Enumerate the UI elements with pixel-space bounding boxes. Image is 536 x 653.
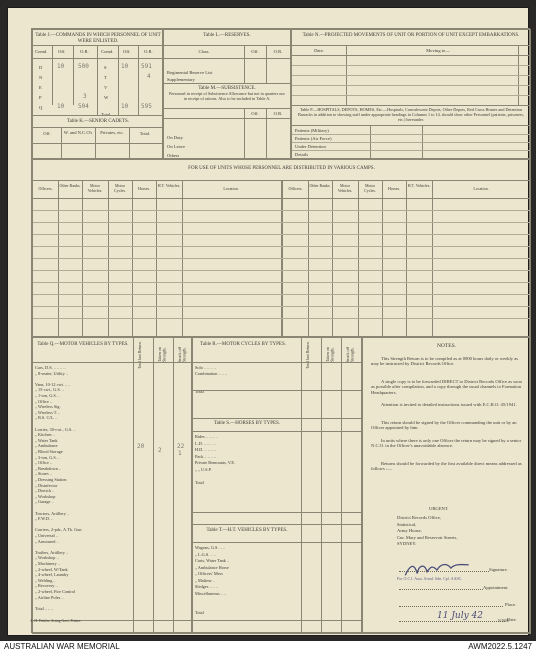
camps-head-or2: Other Ranks. bbox=[309, 183, 331, 188]
list-item: Carts, Water Tank .. bbox=[195, 558, 230, 563]
table-j-total: Total bbox=[101, 112, 111, 117]
notes-title: NOTES. bbox=[436, 343, 457, 349]
j-row5-comd: Q bbox=[39, 105, 43, 110]
j-row4-or: 3 bbox=[83, 93, 87, 100]
table-j-head-comd2: Comd. bbox=[101, 49, 114, 54]
table-n-title: Table N.—PROJECTED MOVEMENTS OF UNIT OR PORTION OF UNIT EXCEPT EMBARKATIONS. bbox=[302, 33, 520, 38]
camps-head-location: Location. bbox=[223, 186, 239, 191]
list-item: „ Officers' Mess bbox=[195, 571, 223, 576]
j-rrow3-comd: V bbox=[104, 85, 108, 90]
table-q bbox=[32, 337, 192, 634]
list-item: „ Garage .. bbox=[35, 499, 54, 505]
list-item: Sledges .. .. .. bbox=[195, 584, 219, 589]
table-t-title: Table T.—H.T. VEHICLES BY TYPES. bbox=[206, 528, 288, 533]
m-row-duty: On Duty bbox=[167, 135, 183, 140]
j-rrow5-or: 595 bbox=[141, 103, 152, 110]
note-paragraph: This Strength Return is to be compiled as at 0800 hours daily or weekly as may be instructed by District Records Office. bbox=[371, 356, 519, 367]
notes-urgent: URGENT. bbox=[429, 506, 449, 511]
list-item: „ Wireless Sig. bbox=[35, 404, 61, 410]
j-row5-off: 10 bbox=[57, 103, 65, 110]
r-head-taken: Taken on Strength. bbox=[325, 347, 335, 363]
j-rrow4-comd: W bbox=[104, 95, 109, 100]
list-item: „ Workshop .. bbox=[35, 555, 59, 561]
camps-title: FOR USE OF UNITS WHOSE PERSONNEL ARE DISTRIBUTED IN VARIOUS CAMPS. bbox=[188, 166, 375, 171]
list-item: „ Ambulance Horse bbox=[195, 564, 229, 570]
note-paragraph: Returns should be forwarded by the first available direct means addressed as follows :— bbox=[371, 461, 522, 472]
table-n-p bbox=[291, 29, 531, 159]
camps-head-officers2: Officers. bbox=[288, 186, 303, 191]
list-item: „ F.W.D. .. bbox=[35, 516, 54, 522]
list-item: Rides .. .. .. .. bbox=[195, 434, 218, 439]
list-item: „ Dressing Station bbox=[35, 477, 67, 482]
list-item: „ Workshop bbox=[35, 493, 56, 499]
note-paragraph: In units where there is only one Officer the return may be signed by a senior N.C.O. in the Officer's unavoidable absence. bbox=[371, 438, 522, 449]
q-head-last: Total last Return. bbox=[137, 341, 142, 369]
list-item: „ Universal .. bbox=[35, 533, 58, 538]
p-row-detention: Under Detention bbox=[295, 144, 326, 149]
k-head-total: Total. bbox=[139, 131, 151, 136]
table-r-title: Table R.—MOTOR CYCLES BY TYPES. bbox=[200, 342, 286, 347]
r-head-struck: Struck off Strength. bbox=[345, 346, 355, 364]
list-item: „ 1-ton, G.S. .. bbox=[35, 393, 61, 398]
l-head-off: Off. bbox=[251, 49, 259, 54]
table-j-head-off2: Off. bbox=[123, 49, 131, 54]
j-row2-comd: N bbox=[39, 75, 43, 80]
list-item: „ Disinfector bbox=[35, 482, 58, 488]
list-item: „ 3-ton, G.S. .. bbox=[35, 454, 61, 460]
table-j-title: Table J.—COMMANDS IN WHICH PERSONNEL OF UNIT WERE ENLISTED. bbox=[35, 33, 161, 44]
date-label: Date. bbox=[507, 617, 517, 622]
list-item: „ 15-cwt., G.S. .. bbox=[35, 387, 64, 393]
camps-head-mc: Motor Cycles. bbox=[114, 183, 126, 193]
k-head-pri: Privates, etc. bbox=[100, 130, 124, 135]
list-item: Carriers, 2-pdr., A.Tk. Gun bbox=[35, 527, 82, 533]
table-p-title: Table P.—HOSPITALS, DEPOTS, HOMES, Etc.—Hospitals, Convalescent Depots, Other Depots, Red Cross Homes and Detention Barracks in addition to showing staff under appropriate headings in Columns 1 to 14, should show other Personnel (patients, prisoners, etc.) hereunder. bbox=[297, 107, 524, 122]
list-item: L.D. .. .. .. .. bbox=[195, 440, 216, 446]
table-q-title: Table Q.—MOTOR VEHICLES BY TYPES. bbox=[37, 342, 129, 347]
camps-head-or: Other Ranks. bbox=[59, 183, 81, 188]
list-item: Cars, D.S. .. .. .. .. bbox=[35, 365, 66, 370]
signed-for: For O.C.I. Aust. Armd. Sdn. Cpl. AASC. bbox=[397, 576, 463, 581]
table-s-title: Table S.—HORSES BY TYPES. bbox=[213, 421, 281, 426]
j-row4-comd: P bbox=[39, 95, 42, 100]
q-mark-4: 1 bbox=[178, 450, 182, 457]
list-item: Trailers, Artillery .. bbox=[35, 549, 69, 555]
table-j-head-off: Off. bbox=[58, 49, 66, 54]
j-row1-or: 500 bbox=[78, 63, 89, 70]
p-row-patients-af: Patients (Air Force) bbox=[295, 136, 332, 141]
list-item: Total .. .. .. bbox=[35, 605, 54, 611]
list-item: Tractors, Artillery .. bbox=[35, 510, 70, 516]
list-item: „ Maltese .. bbox=[195, 577, 215, 583]
footer-institution: AUSTRALIAN WAR MEMORIAL bbox=[4, 642, 120, 651]
list-item: „ Ambulance bbox=[35, 443, 58, 449]
k-head-w: W. and N.C.O's bbox=[63, 130, 93, 135]
list-item: Private Remounts, V.E. bbox=[195, 460, 236, 465]
camps-head-ht: H.T. Vehicles. bbox=[157, 183, 181, 188]
list-item: „ Blood Storage bbox=[35, 449, 63, 454]
notes-panel bbox=[362, 337, 531, 634]
list-item: „ Derrick .. bbox=[35, 488, 55, 494]
camps-head-ht2: H.T. Vehicles. bbox=[407, 183, 431, 188]
address-line: Army House, bbox=[397, 528, 422, 533]
list-item: „ 2-wheel, Fire Control bbox=[35, 589, 76, 594]
list-item: Vans, 10-12 cwt. .. .. bbox=[35, 381, 71, 387]
camps-head-mv: Motor Vehicles. bbox=[87, 183, 103, 193]
list-item: „ Office .. bbox=[35, 398, 53, 404]
list-item: Combination .. .. .. bbox=[195, 371, 228, 376]
m-head-off: Off. bbox=[251, 111, 259, 116]
list-item: Total bbox=[195, 610, 204, 615]
n-head-date: Date. bbox=[314, 48, 324, 53]
list-item: „ 8-seater, Utility .. bbox=[35, 370, 68, 376]
list-item: Pack .. .. .. .. bbox=[195, 453, 217, 459]
list-item: „ Breakdown .. bbox=[35, 465, 62, 471]
list-item: Total bbox=[195, 479, 204, 485]
l-row-supplementary: Supplementary bbox=[167, 77, 195, 82]
archive-footer bbox=[0, 641, 536, 653]
list-item: Total bbox=[195, 389, 204, 394]
list-item: „ Armoured .. bbox=[35, 538, 59, 544]
m-row-leave: On Leave bbox=[167, 144, 185, 149]
table-m-title: Table M.—SUBSISTENCE. bbox=[198, 86, 256, 91]
q-mark-2: 2 bbox=[158, 447, 162, 454]
p-row-details: Details bbox=[295, 152, 309, 157]
address-line: District Records Office, bbox=[397, 515, 441, 520]
j-rrow1-comd: S bbox=[104, 65, 107, 70]
j-rrow2-comd: T bbox=[104, 75, 107, 80]
camps-head-location2: Location. bbox=[473, 186, 489, 191]
l-head-class: Class. bbox=[198, 49, 210, 54]
list-item: „ Office .. bbox=[35, 460, 53, 466]
table-l-m bbox=[163, 29, 291, 159]
note-paragraph: Attention is invited to detailed instructions issued with E.C.R.O. 45/1941. bbox=[381, 402, 517, 407]
list-item: „ L.G.S. .. .. bbox=[195, 551, 216, 557]
j-row5-or: 504 bbox=[78, 103, 89, 110]
list-item: „ „ U.S.P. bbox=[195, 466, 212, 472]
list-item: H.D. .. .. .. .. bbox=[195, 447, 217, 452]
camps-head-horses: Horses. bbox=[137, 186, 151, 191]
appointment-label: Appointment. bbox=[483, 585, 509, 590]
signature-label: Signature. bbox=[489, 567, 508, 572]
camps-head-officers: Officers. bbox=[38, 186, 53, 191]
table-k-title: Table K.—SENIOR CADETS. bbox=[66, 119, 130, 124]
list-item: „ Machinery .. bbox=[35, 561, 60, 566]
j-rrow2-or: 4 bbox=[147, 73, 151, 80]
j-rrow1-off: 10 bbox=[121, 63, 129, 70]
k-head-off: Off. bbox=[43, 131, 51, 136]
r-head-last: Total last Return. bbox=[305, 341, 310, 369]
table-m-note: Personnel in receipt of Subsistence Allowance but not in quarters nor in receipt of rations. Also to be included in Table A. bbox=[169, 91, 285, 101]
j-row3-comd: E bbox=[39, 85, 42, 90]
list-item: Wagons, G.S. .. .. bbox=[195, 545, 225, 550]
address-line: Cnr. Mary and Reservoir Streets, bbox=[397, 534, 458, 540]
table-j-head-or2: O.R. bbox=[144, 49, 153, 54]
table-l-title: Table L.—RESERVES. bbox=[203, 33, 251, 38]
n-head-moving: Moving to— bbox=[426, 48, 450, 53]
date-value: 11 July 42 bbox=[437, 611, 483, 621]
list-item: Solo .. .. .. .. bbox=[195, 365, 216, 370]
address-line: SYDNEY. bbox=[397, 541, 417, 546]
m-head-or: O.R. bbox=[273, 111, 283, 116]
j-row1-off: 10 bbox=[57, 63, 65, 70]
j-rrow5-off: 10 bbox=[121, 103, 129, 110]
list-item: „ Water Tank bbox=[35, 437, 58, 443]
note-paragraph: This return should be signed by the Officer commanding the unit or by an Officer appointed by him. bbox=[371, 420, 517, 431]
form-sheet bbox=[8, 8, 528, 635]
q-mark-1: 20 bbox=[137, 443, 145, 450]
footer-reference: AWM2022.5.1247 bbox=[468, 642, 532, 651]
address-line: Statistical, bbox=[397, 521, 417, 527]
list-item: „ Stores .. bbox=[35, 471, 52, 477]
camps-table bbox=[32, 159, 531, 337]
list-item: „ Welding .. bbox=[35, 577, 56, 583]
q-mark-3: 22 bbox=[177, 443, 185, 450]
q-head-struck: Struck off Strength. bbox=[177, 346, 187, 364]
place-label: Place. bbox=[505, 602, 517, 607]
j-row1-comd: D bbox=[39, 65, 43, 70]
list-item: „ Wireless T. .. bbox=[35, 409, 61, 415]
j-rrow1-or: 591 bbox=[141, 63, 152, 70]
list-item: Miscellaneous .. .. bbox=[195, 590, 227, 596]
list-item: „ 2-wheel, W/Tank bbox=[35, 566, 68, 572]
q-head-taken: Taken on Strength. bbox=[157, 347, 167, 363]
camps-head-mv2: Motor Vehicles. bbox=[337, 183, 353, 193]
table-j bbox=[32, 29, 163, 159]
list-item: „ 4-wheel, Laundry bbox=[35, 572, 69, 578]
p-row-patients-mil: Patients (Military) bbox=[295, 128, 329, 133]
printer-line: A. H. Pettifer, Acting Govt. Printer. bbox=[30, 619, 81, 623]
list-item: „ B.S. C/L. .. bbox=[35, 415, 58, 421]
list-item: „ Airline Poles .. bbox=[35, 594, 64, 600]
list-item: Lorries, 30-cwt., G.S. .. bbox=[35, 426, 76, 432]
l-head-or: O.R. bbox=[273, 49, 283, 54]
list-item: „ Kitchen .. bbox=[35, 432, 55, 438]
table-j-head-or: O.R. bbox=[80, 49, 89, 54]
note-paragraph: A single copy is to be forwarded DIRECT to District Records Office as soon as possible after compilation, and a copy through the usual channels to Formation Headquarters. bbox=[371, 379, 522, 395]
table-j-head-comd: Comd. bbox=[35, 49, 48, 54]
camps-head-mc2: Motor Cycles. bbox=[364, 183, 376, 193]
camps-head-horses2: Horses. bbox=[387, 186, 401, 191]
tables-r-s-t bbox=[192, 337, 362, 634]
print-code: N 5000 bbox=[498, 619, 509, 623]
form-border bbox=[31, 28, 530, 633]
l-row-regimental: Regimental Reserve List bbox=[167, 70, 213, 75]
list-item: „ Recovery .. bbox=[35, 583, 58, 589]
m-row-others: Others bbox=[167, 153, 180, 158]
